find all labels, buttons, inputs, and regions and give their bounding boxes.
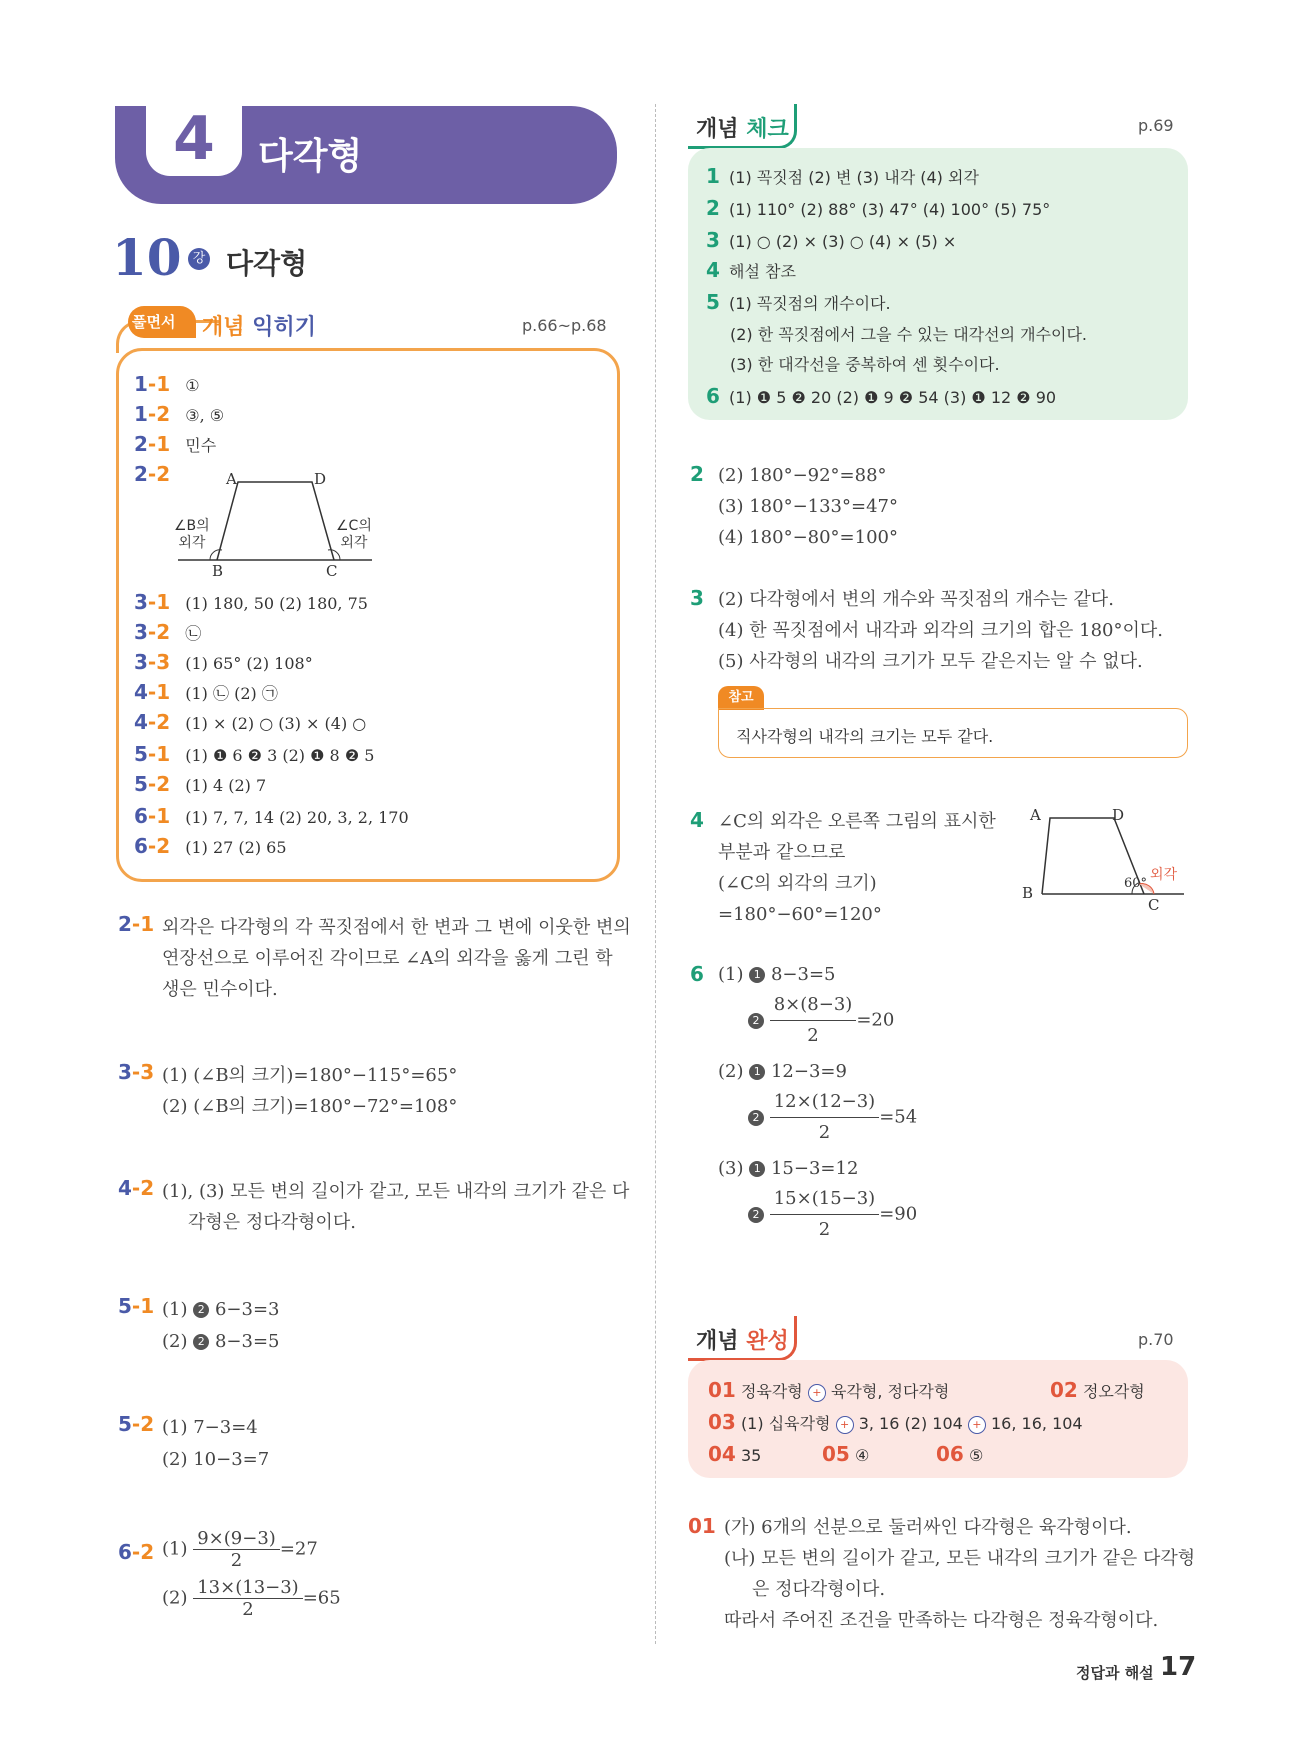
figure-trapezoid [217,482,334,560]
concept-check-item: 2 (1) 110° (2) 88° (3) 47° (4) 100° (5) 75° [706,196,1051,220]
concept-learn-item: 3-2 ㉡ [134,620,202,644]
solution-4-2-text: (1), (3) 모든 변의 길이가 같고, 모든 내각의 크기가 같은 다 각형은 정다각형이다. [162,1181,630,1233]
chapter-title: 다각형 [258,136,363,177]
fig2-label-d: D [1112,806,1125,824]
fig1-label-b: B [212,562,224,580]
concept-learn-item: 3-3 (1) 65° (2) 108° [134,650,313,674]
solution-5-2-text: (1) 7−3=4 (2) 10−3=7 [162,1417,270,1470]
lesson-gang-badge: 강 [188,248,210,270]
note-tag: 참고 [718,686,764,710]
solution-01: 01 [688,1514,716,1538]
solution-6-2: 6-2 [118,1540,155,1564]
solution-5-1: 5-1 [118,1294,155,1318]
concept-learn-box [116,348,620,882]
solution-2-1: 2-1 [118,912,155,936]
concept-learn-item: 6-2 (1) 27 (2) 65 [134,834,287,858]
concept-check-title-frame [688,104,797,149]
concept-check-item: 6 (1) ❶ 5 ❷ 20 (2) ❶ 9 ❷ 54 (3) ❶ 12 ❷ 90 [706,384,1057,408]
concept-learn-item: 6-1 (1) 7, 7, 14 (2) 20, 3, 2, 170 [134,804,409,828]
solution-r3: 3 [690,586,704,610]
concept-learn-item: 5-1 (1) ❶ 6 ❷ 3 (2) ❶ 8 ❷ 5 [134,742,375,766]
concept-learn-item: 3-1 (1) 180, 50 (2) 180, 75 [134,590,368,614]
fig1-c-exterior-label: ∠C의 외각 [336,518,372,551]
fig1-label-c: C [326,562,338,580]
solution-5-1-text: (1) 2 6−3=3 (2) 2 8−3=5 [162,1299,280,1352]
trapezoid-exterior-figure [1028,808,1188,908]
solution-r3-text: (2) 다각형에서 변의 개수와 꼭짓점의 개수는 같다. (4) 한 꼭짓점에서 내각과 외각의 크기의 합은 180°이다. (5) 사각형의 내각의 크기가 모두 같은지는 알 수 없다. [718,589,1163,672]
solution-r6: 6 [690,962,704,986]
concept-check-box [688,148,1188,420]
figure-angle-b [210,550,222,560]
complete-item-01: 01 정육각형 + 육각형, 정다각형 [708,1378,950,1402]
column-divider [655,104,656,1644]
solution-r4-text: ∠C의 외각은 오른쪽 그림의 표시한 부분과 같으므로 (∠C의 외각의 크기) =180°−60°=120° [718,811,996,925]
lesson-title: 다각형 [226,247,308,280]
fig2-label-a: A [1030,806,1041,824]
solution-3-3: 3-3 [118,1060,155,1084]
concept-learn-item: 4-2 (1) × (2) ○ (3) × (4) ○ [134,710,367,734]
footer-label: 정답과 해설 [1076,1664,1154,1682]
fig2-label-b: B [1022,884,1034,902]
complete-item-05: 05 ④ [822,1442,870,1466]
solution-01-text: (가) 6개의 선분으로 둘러싸인 다각형은 육각형이다. (나) 모든 변의 길이가 같고, 모든 내각의 크기가 같은 다각형 은 정다각형이다. 따라서 주어진 조건을 만족하는 다각형은 정육각형이다. [724,1517,1196,1631]
complete-item-04: 04 35 [708,1442,762,1466]
concept-check-item: 3 (1) ○ (2) × (3) ○ (4) × (5) × [706,228,957,252]
lesson-number: 10 [112,228,182,287]
solution-r2-text: (2) 180°−92°=88° (3) 180°−133°=47° (4) 180°−80°=100° [718,465,898,548]
concept-learn-tab-label: 풀면서 [132,313,176,331]
concept-learn-pages: p.66~p.68 [522,316,607,335]
concept-learn-item: 1-2 ③, ⑤ [134,402,225,426]
concept-check-item: 5 (1) 꼭짓점의 개수이다. [706,290,891,314]
concept-check-title: 개념 체크 [696,117,789,142]
hint-icon: + [808,1384,826,1402]
solution-r4: 4 [690,808,704,832]
fig1-label-d: D [314,470,327,488]
solution-6-2-text: (1) $\frac{9\times(9-3)}{2}$ =27 (2) $\frac{13\times(13-3)}{2}$ =65 [162,1528,341,1620]
concept-check-item: (2) 한 꼭짓점에서 그을 수 있는 대각선의 개수이다. [730,325,1088,344]
complete-item-06: 06 ⑤ [936,1442,984,1466]
concept-complete-title: 개념 완성 [696,1329,789,1354]
note-text: 직사각형의 내각의 크기는 모두 같다. [736,727,994,746]
complete-item-02: 02 정오각형 [1050,1378,1145,1402]
chapter-number: 4 [173,104,215,174]
concept-check-item: 4 해설 참조 [706,258,796,282]
concept-complete-title-frame [688,1316,797,1361]
fig2-label-c: C [1148,896,1160,914]
concept-learn-item: 5-2 (1) 4 (2) 7 [134,772,267,796]
fig2-exterior-label: 외각 [1150,867,1178,883]
concept-learn-item: 4-1 (1) ㉡ (2) ㉠ [134,680,278,704]
concept-check-item: 1 (1) 꼭짓점 (2) 변 (3) 내각 (4) 외각 [706,164,979,188]
solution-r2: 2 [690,462,704,486]
concept-check-item: (3) 한 대각선을 중복하여 센 횟수이다. [730,355,1000,374]
hint-icon: + [968,1416,986,1434]
fig1-label-a: A [226,470,237,488]
page-number: 17 [1160,1652,1197,1682]
solution-2-1-text: 외각은 다각형의 각 꼭짓점에서 한 변과 그 변에 이웃한 변의 연장선으로 이루어진 각이므로 ∠A의 외각을 옳게 그린 학 생은 민수이다. [162,917,631,1000]
concept-learn-item: 2-1 민수 [134,432,217,456]
concept-complete-pages: p.70 [1138,1330,1174,1349]
solution-r6-text: (1) 1 8−3=5 2 $\frac{8\times(8-3)}{2}$ =20 (2) 1 12−3=9 2 $\frac{12\times(12-3)}{2}$ =54 (3) 1 15−3=12 2 $\frac{15\times(15-3)}{2}$ =90 [718,964,918,1240]
concept-learn-item: 2-2 [134,462,171,486]
solution-5-2: 5-2 [118,1412,155,1436]
fig1-b-exterior-label: ∠B의 외각 [174,518,210,551]
complete-item-03: 03 (1) 십육각형 + 3, 16 (2) 104 + 16, 16, 104 [708,1410,1083,1434]
fig2-angle-label: 60° [1124,876,1148,891]
hint-icon: + [836,1416,854,1434]
solution-4-2: 4-2 [118,1176,155,1200]
solution-3-3-text: (1) (∠B의 크기)=180°−115°=65° (2) (∠B의 크기)=180°−72°=108° [162,1065,458,1117]
concept-learn-item: 1-1 ① [134,372,200,396]
concept-learn-title: 개념 익히기 [202,315,316,340]
concept-check-pages: p.69 [1138,116,1174,135]
